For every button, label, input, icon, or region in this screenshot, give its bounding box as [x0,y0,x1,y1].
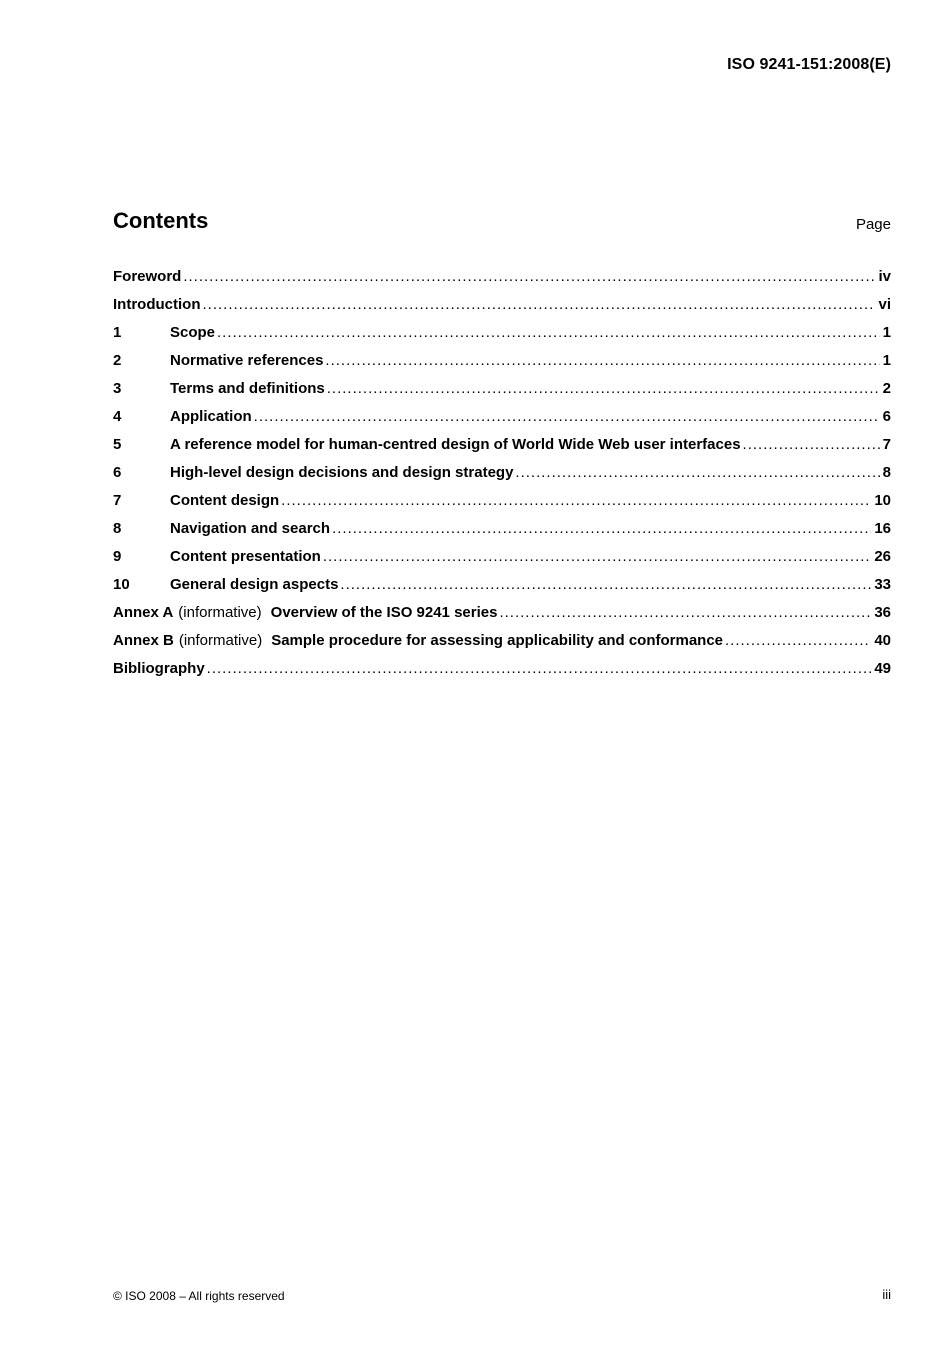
toc-entry-title: Content design [170,492,280,509]
toc-dot-leader [327,380,880,397]
toc-entry-annex-a[interactable] [113,604,891,632]
toc-dot-leader [515,464,879,481]
toc-dot-leader [743,436,880,453]
toc-entry-page: 40 [874,632,891,649]
toc-entry-page: 10 [874,492,891,509]
toc-dot-leader [499,604,871,621]
contents-header [113,208,891,240]
toc-dot-leader [183,268,875,285]
toc-entry-number: 5 [113,436,122,453]
footer-page-number: iii [882,1287,891,1302]
toc-entry-title: Bibliography [113,660,205,677]
toc-annex-informative: (informative) [178,632,263,649]
toc-entry-page: 1 [882,324,891,341]
toc-dot-leader [254,408,880,425]
toc-dot-leader [217,324,880,341]
toc-entry-page: 49 [874,660,891,677]
toc-entry-page: vi [878,296,891,313]
toc-dot-leader [207,660,872,677]
toc-entry-bibliography[interactable] [113,660,891,688]
toc-entry-introduction[interactable] [113,296,891,324]
toc-entry-page: 33 [874,576,891,593]
toc-entry-page: 7 [882,436,891,453]
toc-entry-title: A reference model for human-centred design of World Wide Web user interfaces [170,436,741,453]
toc-entry-page: iv [878,268,891,285]
toc-entry-number: 1 [113,324,122,341]
table-of-contents [113,268,891,688]
toc-entry-content-design[interactable] [113,492,891,520]
toc-entry-high-level-design[interactable] [113,464,891,492]
toc-dot-leader [340,576,871,593]
toc-annex-label: Annex A [113,604,174,621]
toc-entry-terms-and-definitions[interactable] [113,380,891,408]
toc-entry-title: Navigation and search [170,520,331,537]
toc-entry-page: 26 [874,548,891,565]
toc-entry-number: 4 [113,408,122,425]
toc-entry-number: 2 [113,352,122,369]
toc-entry-reference-model[interactable] [113,436,891,464]
toc-entry-title: Sample procedure for assessing applicability and conformance [271,632,724,649]
toc-entry-title: Scope [170,324,216,341]
toc-entry-number: 10 [113,576,130,593]
toc-entry-title: Foreword [113,268,182,285]
toc-entry-page: 16 [874,520,891,537]
footer-copyright: © ISO 2008 – All rights reserved [113,1289,285,1303]
toc-dot-leader [202,296,875,313]
toc-entry-page: 8 [882,464,891,481]
toc-entry-title: Normative references [170,352,324,369]
toc-entry-annex-b[interactable] [113,632,891,660]
toc-entry-number: 3 [113,380,122,397]
toc-entry-title: Application [170,408,252,425]
toc-entry-number: 7 [113,492,122,509]
toc-entry-number: 9 [113,548,122,565]
toc-dot-leader [323,548,871,565]
toc-entry-title: General design aspects [170,576,339,593]
toc-entry-title: Overview of the ISO 9241 series [270,604,498,621]
toc-entry-title: High-level design decisions and design strategy [170,464,514,481]
toc-entry-page: 6 [882,408,891,425]
toc-entry-general-design-aspects[interactable] [113,576,891,604]
toc-entry-content-presentation[interactable] [113,548,891,576]
toc-annex-label: Annex B [113,632,174,649]
toc-dot-leader [325,352,879,369]
toc-entry-scope[interactable] [113,324,891,352]
toc-dot-leader [281,492,871,509]
toc-entry-application[interactable] [113,408,891,436]
standard-identifier: ISO 9241-151:2008(E) [727,56,891,73]
toc-entry-page: 36 [874,604,891,621]
toc-annex-informative: (informative) [178,604,262,621]
toc-entry-navigation-and-search[interactable] [113,520,891,548]
toc-entry-number: 8 [113,520,122,537]
toc-entry-title: Introduction [113,296,201,313]
page-title: Contents [113,208,209,233]
toc-entry-number: 6 [113,464,122,481]
page-column-label: Page [855,216,891,233]
toc-entry-title: Content presentation [170,548,321,565]
toc-entry-foreword[interactable] [113,268,891,296]
toc-dot-leader [332,520,871,537]
toc-entry-normative-references[interactable] [113,352,891,380]
toc-dot-leader [725,632,871,649]
toc-entry-page: 1 [882,352,891,369]
toc-entry-title: Terms and definitions [170,380,325,397]
toc-entry-page: 2 [882,380,891,397]
